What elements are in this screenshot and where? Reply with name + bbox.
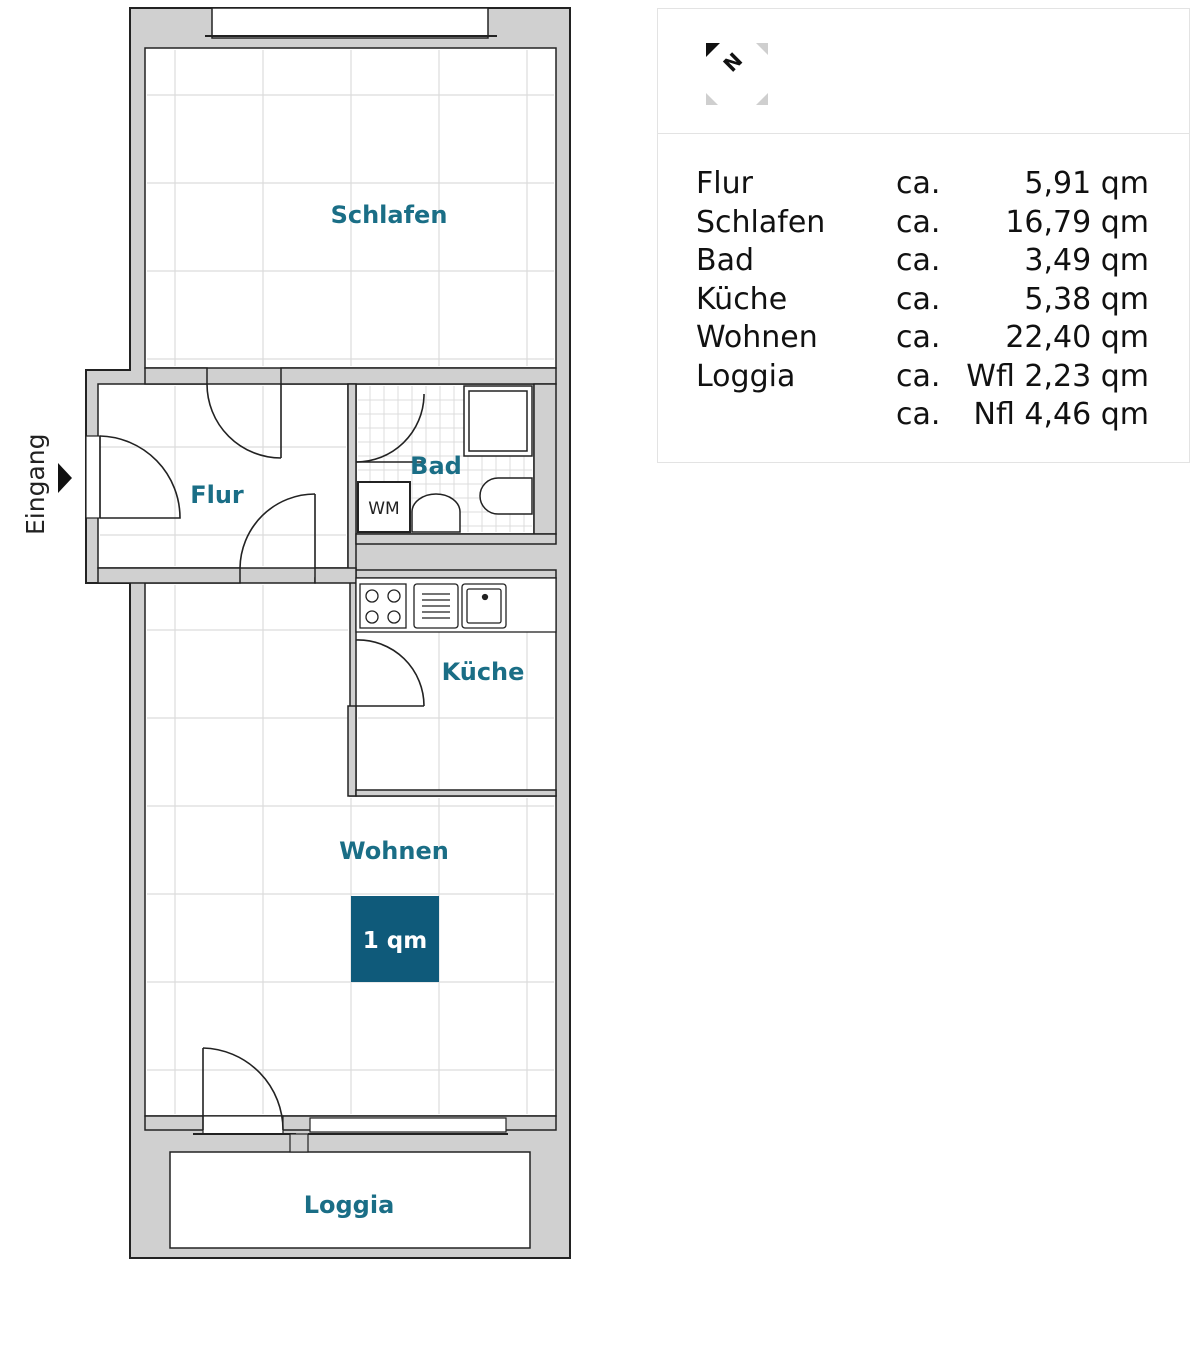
area-row — [696, 242, 1149, 281]
kitchen-counter — [356, 578, 556, 632]
room-name: Loggia — [696, 358, 796, 394]
room-floors — [98, 48, 556, 1248]
room-name — [696, 396, 896, 435]
room-name: Küche — [696, 281, 788, 317]
scale-box-label: 1 qm — [362, 928, 428, 954]
room-name: Wohnen — [696, 320, 818, 355]
window-top — [212, 8, 488, 38]
shower-tray — [464, 386, 532, 456]
room-label-loggia: Loggia — [303, 1191, 395, 1219]
area-value: 5,91 qm — [1024, 166, 1149, 201]
entrance-arrow-icon — [58, 463, 72, 493]
room-label-bad: Bad — [410, 452, 462, 480]
loggia-door-opening — [203, 1116, 283, 1134]
area-value: Wfl 2,23 qm — [966, 358, 1149, 394]
stove — [360, 584, 406, 628]
room-label-wohnen: Wohnen — [339, 837, 449, 865]
area-value: 16,79 qm — [1005, 204, 1149, 240]
compass-letter: N — [718, 47, 748, 77]
area-row — [696, 396, 1149, 435]
area-table — [696, 165, 1149, 435]
area-row — [696, 319, 1149, 358]
approx-label: ca. — [896, 281, 941, 317]
area-value: 5,38 qm — [1024, 281, 1149, 317]
legend-card — [657, 8, 1190, 463]
room-label-flur: Flur — [190, 481, 244, 509]
room-name: Schlafen — [696, 204, 826, 240]
toilet — [412, 494, 460, 532]
approx-label: ca. — [896, 397, 941, 432]
room-name: Flur — [696, 166, 753, 201]
room-label-schlafen: Schlafen — [330, 201, 448, 229]
washbasin — [480, 478, 532, 514]
room-name: Bad — [696, 243, 755, 278]
entrance-label: Eingang — [21, 433, 50, 535]
area-row — [696, 165, 1149, 204]
approx-label: ca. — [896, 204, 941, 240]
compass-area — [658, 9, 1189, 134]
area-row — [696, 358, 1149, 397]
approx-label: ca. — [896, 320, 941, 355]
area-value: 22,40 qm — [1005, 320, 1149, 355]
area-row — [696, 281, 1149, 320]
north-arrow-icon — [702, 39, 772, 109]
room-label-wm: WM — [368, 499, 400, 519]
area-row — [696, 204, 1149, 243]
area-value: 3,49 qm — [1024, 243, 1149, 278]
flur-floor — [98, 384, 348, 568]
area-value: Nfl 4,46 qm — [973, 397, 1149, 432]
approx-label: ca. — [896, 358, 941, 394]
room-label-kueche: Küche — [441, 658, 525, 686]
entrance-opening — [86, 436, 100, 518]
approx-label: ca. — [896, 243, 941, 278]
approx-label: ca. — [896, 166, 941, 201]
loggia-window — [310, 1118, 506, 1132]
